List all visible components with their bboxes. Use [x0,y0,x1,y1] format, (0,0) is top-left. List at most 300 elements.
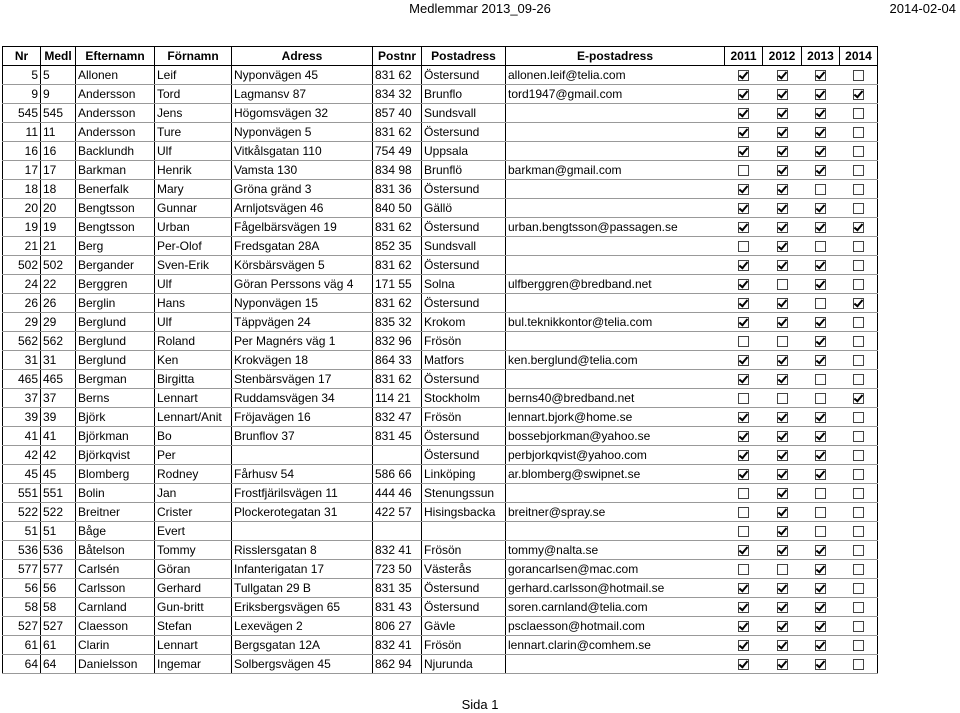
checked-checkbox-icon[interactable] [815,165,826,176]
city-cell: Frösön [422,332,506,351]
checked-checkbox-icon[interactable] [853,393,864,404]
first-name-cell: Tommy [155,541,232,560]
postal-code-cell: 831 62 [373,123,422,142]
member-id-cell: 31 [41,351,76,370]
member-nr-cell: 26 [3,294,41,313]
year-2011-cell [725,199,763,218]
city-cell: Brunflö [422,161,506,180]
year-2012-cell [763,199,802,218]
first-name-cell: Tord [155,85,232,104]
year-2012-cell [763,427,802,446]
unchecked-checkbox-icon[interactable] [853,564,864,575]
unchecked-checkbox-icon[interactable] [815,241,826,252]
checked-checkbox-icon[interactable] [738,659,749,670]
unchecked-checkbox-icon[interactable] [853,127,864,138]
year-2014-cell [840,275,878,294]
year-2011-cell [725,123,763,142]
year-2011-cell [725,389,763,408]
member-id-cell: 18 [41,180,76,199]
checked-checkbox-icon[interactable] [738,89,749,100]
checked-checkbox-icon[interactable] [815,583,826,594]
first-name-cell: Leif [155,66,232,85]
checked-checkbox-icon[interactable] [777,127,788,138]
checked-checkbox-icon[interactable] [777,583,788,594]
year-2012-cell [763,389,802,408]
checked-checkbox-icon[interactable] [777,469,788,480]
unchecked-checkbox-icon[interactable] [853,336,864,347]
member-id-cell: 465 [41,370,76,389]
unchecked-checkbox-icon[interactable] [738,393,749,404]
unchecked-checkbox-icon[interactable] [853,374,864,385]
year-2013-cell [802,180,840,199]
last-name-cell: Berglund [76,351,155,370]
city-cell: Njurunda [422,655,506,674]
year-2011-cell [725,294,763,313]
address-cell: Frostfjärilsvägen 11 [232,484,373,503]
table-row [3,161,878,180]
postal-code-cell: 831 35 [373,579,422,598]
checked-checkbox-icon[interactable] [777,203,788,214]
checked-checkbox-icon[interactable] [853,89,864,100]
email-cell: perbjorkqvist@yahoo.com [506,446,725,465]
checked-checkbox-icon[interactable] [777,70,788,81]
checked-checkbox-icon[interactable] [853,298,864,309]
address-cell: Nyponvägen 5 [232,123,373,142]
checked-checkbox-icon[interactable] [777,355,788,366]
unchecked-checkbox-icon[interactable] [777,393,788,404]
checked-checkbox-icon[interactable] [815,564,826,575]
year-2011-cell [725,218,763,237]
city-cell: Uppsala [422,142,506,161]
year-2013-cell [802,104,840,123]
year-2013-cell [802,199,840,218]
unchecked-checkbox-icon[interactable] [738,507,749,518]
year-2013-cell [802,636,840,655]
checked-checkbox-icon[interactable] [738,222,749,233]
checked-checkbox-icon[interactable] [738,621,749,632]
checked-checkbox-icon[interactable] [815,70,826,81]
checked-checkbox-icon[interactable] [738,450,749,461]
checked-checkbox-icon[interactable] [777,640,788,651]
unchecked-checkbox-icon[interactable] [738,241,749,252]
year-2012-cell [763,598,802,617]
unchecked-checkbox-icon[interactable] [853,583,864,594]
table-row [3,484,878,503]
checked-checkbox-icon[interactable] [777,602,788,613]
checked-checkbox-icon[interactable] [738,317,749,328]
checked-checkbox-icon[interactable] [815,431,826,442]
member-nr-cell: 16 [3,142,41,161]
checked-checkbox-icon[interactable] [815,146,826,157]
year-2013-cell [802,522,840,541]
checked-checkbox-icon[interactable] [777,659,788,670]
member-id-cell: 29 [41,313,76,332]
member-nr-cell: 64 [3,655,41,674]
year-2013-cell [802,351,840,370]
last-name-cell: Båtelson [76,541,155,560]
checked-checkbox-icon[interactable] [777,146,788,157]
postal-code-cell: 835 32 [373,313,422,332]
checked-checkbox-icon[interactable] [738,108,749,119]
unchecked-checkbox-icon[interactable] [815,526,826,537]
checked-checkbox-icon[interactable] [815,545,826,556]
city-cell: Frösön [422,541,506,560]
postal-code-cell: 834 32 [373,85,422,104]
unchecked-checkbox-icon[interactable] [738,526,749,537]
member-nr-cell: 45 [3,465,41,484]
member-nr-cell: 527 [3,617,41,636]
unchecked-checkbox-icon[interactable] [853,469,864,480]
member-id-cell: 22 [41,275,76,294]
unchecked-checkbox-icon[interactable] [853,279,864,290]
year-2014-cell [840,161,878,180]
table-row [3,522,878,541]
last-name-cell: Benerfalk [76,180,155,199]
checked-checkbox-icon[interactable] [738,583,749,594]
member-nr-cell: 29 [3,313,41,332]
last-name-cell: Backlundh [76,142,155,161]
first-name-cell: Ken [155,351,232,370]
checked-checkbox-icon[interactable] [738,355,749,366]
checked-checkbox-icon[interactable] [777,184,788,195]
first-name-cell: Per [155,446,232,465]
checked-checkbox-icon[interactable] [815,602,826,613]
member-nr-cell: 562 [3,332,41,351]
unchecked-checkbox-icon[interactable] [738,336,749,347]
unchecked-checkbox-icon[interactable] [815,298,826,309]
first-name-cell: Lennart [155,389,232,408]
checked-checkbox-icon[interactable] [815,621,826,632]
year-2011-cell [725,180,763,199]
unchecked-checkbox-icon[interactable] [853,241,864,252]
email-cell: allonen.leif@telia.com [506,66,725,85]
unchecked-checkbox-icon[interactable] [738,488,749,499]
postal-code-cell [373,522,422,541]
unchecked-checkbox-icon[interactable] [853,260,864,271]
checked-checkbox-icon[interactable] [815,450,826,461]
postal-code-cell: 831 36 [373,180,422,199]
member-nr-cell: 21 [3,237,41,256]
postal-code-cell: 171 55 [373,275,422,294]
checked-checkbox-icon[interactable] [738,127,749,138]
unchecked-checkbox-icon[interactable] [815,488,826,499]
checked-checkbox-icon[interactable] [815,260,826,271]
member-nr-cell: 18 [3,180,41,199]
address-cell: Vitkålsgatan 110 [232,142,373,161]
unchecked-checkbox-icon[interactable] [853,640,864,651]
unchecked-checkbox-icon[interactable] [853,602,864,613]
address-cell [232,446,373,465]
city-cell: Östersund [422,579,506,598]
checked-checkbox-icon[interactable] [777,488,788,499]
member-id-cell: 42 [41,446,76,465]
year-2012-cell [763,85,802,104]
checked-checkbox-icon[interactable] [777,298,788,309]
year-2014-cell [840,123,878,142]
year-2013-cell [802,446,840,465]
year-2011-cell [725,541,763,560]
checked-checkbox-icon[interactable] [815,108,826,119]
checked-checkbox-icon[interactable] [777,241,788,252]
table-row [3,237,878,256]
postal-code-cell: 831 62 [373,370,422,389]
last-name-cell: Andersson [76,104,155,123]
year-2014-cell [840,655,878,674]
member-nr-cell: 42 [3,446,41,465]
unchecked-checkbox-icon[interactable] [815,507,826,518]
last-name-cell: Björkqvist [76,446,155,465]
unchecked-checkbox-icon[interactable] [738,564,749,575]
checked-checkbox-icon[interactable] [777,374,788,385]
address-cell: Körsbärsvägen 5 [232,256,373,275]
last-name-cell: Berglin [76,294,155,313]
table-row [3,636,878,655]
unchecked-checkbox-icon[interactable] [853,355,864,366]
checked-checkbox-icon[interactable] [815,355,826,366]
last-name-cell: Carlsén [76,560,155,579]
postnr-header: Postnr [373,47,422,66]
year-2012-cell [763,560,802,579]
member-id-cell: 16 [41,142,76,161]
checked-checkbox-icon[interactable] [777,450,788,461]
year-2013-cell [802,560,840,579]
address-cell [232,522,373,541]
city-cell: Sundsvall [422,104,506,123]
unchecked-checkbox-icon[interactable] [853,488,864,499]
checked-checkbox-icon[interactable] [738,602,749,613]
checked-checkbox-icon[interactable] [738,640,749,651]
unchecked-checkbox-icon[interactable] [853,317,864,328]
unchecked-checkbox-icon[interactable] [815,393,826,404]
checked-checkbox-icon[interactable] [738,545,749,556]
year-2012-cell [763,579,802,598]
address-cell: Nyponvägen 45 [232,66,373,85]
unchecked-checkbox-icon[interactable] [853,70,864,81]
year-2012-cell [763,332,802,351]
email-cell [506,142,725,161]
year-2014-cell [840,218,878,237]
table-row [3,294,878,313]
last-name-cell: Carlsson [76,579,155,598]
checked-checkbox-icon[interactable] [853,222,864,233]
year-2011-cell [725,351,763,370]
unchecked-checkbox-icon[interactable] [853,203,864,214]
first-name-cell: Stefan [155,617,232,636]
year-2011-cell [725,66,763,85]
year-2011-cell [725,104,763,123]
year-2012-cell [763,370,802,389]
unchecked-checkbox-icon[interactable] [738,165,749,176]
unchecked-checkbox-icon[interactable] [853,545,864,556]
checked-checkbox-icon[interactable] [777,412,788,423]
checked-checkbox-icon[interactable] [777,431,788,442]
unchecked-checkbox-icon[interactable] [853,184,864,195]
year-2014-cell [840,579,878,598]
checked-checkbox-icon[interactable] [815,222,826,233]
year-2014-cell [840,332,878,351]
email-cell [506,180,725,199]
checked-checkbox-icon[interactable] [777,108,788,119]
address-cell: Göran Perssons väg 4 [232,275,373,294]
email-cell [506,199,725,218]
checked-checkbox-icon[interactable] [777,260,788,271]
unchecked-checkbox-icon[interactable] [853,146,864,157]
table-row [3,408,878,427]
member-id-cell: 21 [41,237,76,256]
checked-checkbox-icon[interactable] [738,184,749,195]
first-name-cell: Sven-Erik [155,256,232,275]
member-nr-cell: 551 [3,484,41,503]
checked-checkbox-icon[interactable] [738,431,749,442]
checked-checkbox-icon[interactable] [815,89,826,100]
address-cell: Lexevägen 2 [232,617,373,636]
year-2013-cell [802,142,840,161]
member-id-cell: 39 [41,408,76,427]
efternamn-header: Efternamn [76,47,155,66]
checked-checkbox-icon[interactable] [738,469,749,480]
unchecked-checkbox-icon[interactable] [777,279,788,290]
unchecked-checkbox-icon[interactable] [853,659,864,670]
unchecked-checkbox-icon[interactable] [853,165,864,176]
address-cell: Gröna gränd 3 [232,180,373,199]
checked-checkbox-icon[interactable] [738,203,749,214]
checked-checkbox-icon[interactable] [815,317,826,328]
unchecked-checkbox-icon[interactable] [853,450,864,461]
table-row [3,655,878,674]
unchecked-checkbox-icon[interactable] [815,184,826,195]
email-cell: ar.blomberg@swipnet.se [506,465,725,484]
postal-code-cell: 832 96 [373,332,422,351]
table-row [3,275,878,294]
address-cell: Bergsgatan 12A [232,636,373,655]
year-2014-cell [840,370,878,389]
year-2013-cell [802,294,840,313]
postal-code-cell: 862 94 [373,655,422,674]
checked-checkbox-icon[interactable] [777,89,788,100]
first-name-cell: Evert [155,522,232,541]
year-2011-cell [725,161,763,180]
member-nr-cell: 577 [3,560,41,579]
unchecked-checkbox-icon[interactable] [777,336,788,347]
year-2012-cell [763,218,802,237]
member-id-cell: 17 [41,161,76,180]
city-cell: Linköping [422,465,506,484]
postal-code-cell: 723 50 [373,560,422,579]
checked-checkbox-icon[interactable] [738,146,749,157]
last-name-cell: Björk [76,408,155,427]
checked-checkbox-icon[interactable] [777,621,788,632]
year-2013-cell [802,85,840,104]
year-2012-cell [763,161,802,180]
member-nr-cell: 536 [3,541,41,560]
last-name-cell: Båge [76,522,155,541]
table-row [3,218,878,237]
postal-code-cell: 864 33 [373,351,422,370]
postal-code-cell: 754 49 [373,142,422,161]
year-2012-cell [763,123,802,142]
address-cell: Krokvägen 18 [232,351,373,370]
address-cell: Solbergsvägen 45 [232,655,373,674]
postal-code-cell: 832 47 [373,408,422,427]
email-cell: barkman@gmail.com [506,161,725,180]
checked-checkbox-icon[interactable] [815,336,826,347]
year-2012-cell [763,541,802,560]
checked-checkbox-icon[interactable] [777,545,788,556]
address-cell: Risslersgatan 8 [232,541,373,560]
year-2013-cell [802,408,840,427]
email-cell: bossebjorkman@yahoo.se [506,427,725,446]
checked-checkbox-icon[interactable] [815,203,826,214]
unchecked-checkbox-icon[interactable] [853,431,864,442]
first-name-cell: Henrik [155,161,232,180]
year-2011-cell [725,408,763,427]
checked-checkbox-icon[interactable] [738,279,749,290]
email-cell: gorancarlsen@mac.com [506,560,725,579]
year-2011-cell [725,579,763,598]
checked-checkbox-icon[interactable] [777,165,788,176]
checked-checkbox-icon[interactable] [815,659,826,670]
year-2011-cell [725,636,763,655]
table-row [3,351,878,370]
unchecked-checkbox-icon[interactable] [777,564,788,575]
member-nr-cell: 9 [3,85,41,104]
table-row [3,332,878,351]
checked-checkbox-icon[interactable] [777,526,788,537]
unchecked-checkbox-icon[interactable] [853,507,864,518]
member-id-cell: 562 [41,332,76,351]
unchecked-checkbox-icon[interactable] [853,412,864,423]
checked-checkbox-icon[interactable] [777,317,788,328]
checked-checkbox-icon[interactable] [738,260,749,271]
checked-checkbox-icon[interactable] [815,469,826,480]
checked-checkbox-icon[interactable] [815,640,826,651]
year-2011-cell [725,560,763,579]
checked-checkbox-icon[interactable] [815,279,826,290]
last-name-cell: Blomberg [76,465,155,484]
checked-checkbox-icon[interactable] [815,412,826,423]
member-id-cell: 536 [41,541,76,560]
unchecked-checkbox-icon[interactable] [815,374,826,385]
address-cell: Fågelbärsvägen 19 [232,218,373,237]
checked-checkbox-icon[interactable] [738,412,749,423]
city-cell: Östersund [422,598,506,617]
checked-checkbox-icon[interactable] [777,507,788,518]
year-2011-cell [725,446,763,465]
year-2013-cell [802,275,840,294]
member-nr-cell: 545 [3,104,41,123]
table-row [3,446,878,465]
unchecked-checkbox-icon[interactable] [853,621,864,632]
city-cell: Östersund [422,180,506,199]
member-nr-cell: 502 [3,256,41,275]
year-2013-cell [802,503,840,522]
unchecked-checkbox-icon[interactable] [853,108,864,119]
checked-checkbox-icon[interactable] [738,374,749,385]
year-2011-cell [725,256,763,275]
email-cell: tommy@nalta.se [506,541,725,560]
postal-code-cell: 834 98 [373,161,422,180]
checked-checkbox-icon[interactable] [815,127,826,138]
checked-checkbox-icon[interactable] [738,70,749,81]
table-row [3,370,878,389]
unchecked-checkbox-icon[interactable] [853,526,864,537]
year-2014-cell [840,351,878,370]
checked-checkbox-icon[interactable] [777,222,788,233]
city-cell: Gällö [422,199,506,218]
postal-code-cell: 831 62 [373,294,422,313]
checked-checkbox-icon[interactable] [738,298,749,309]
city-cell: Västerås [422,560,506,579]
